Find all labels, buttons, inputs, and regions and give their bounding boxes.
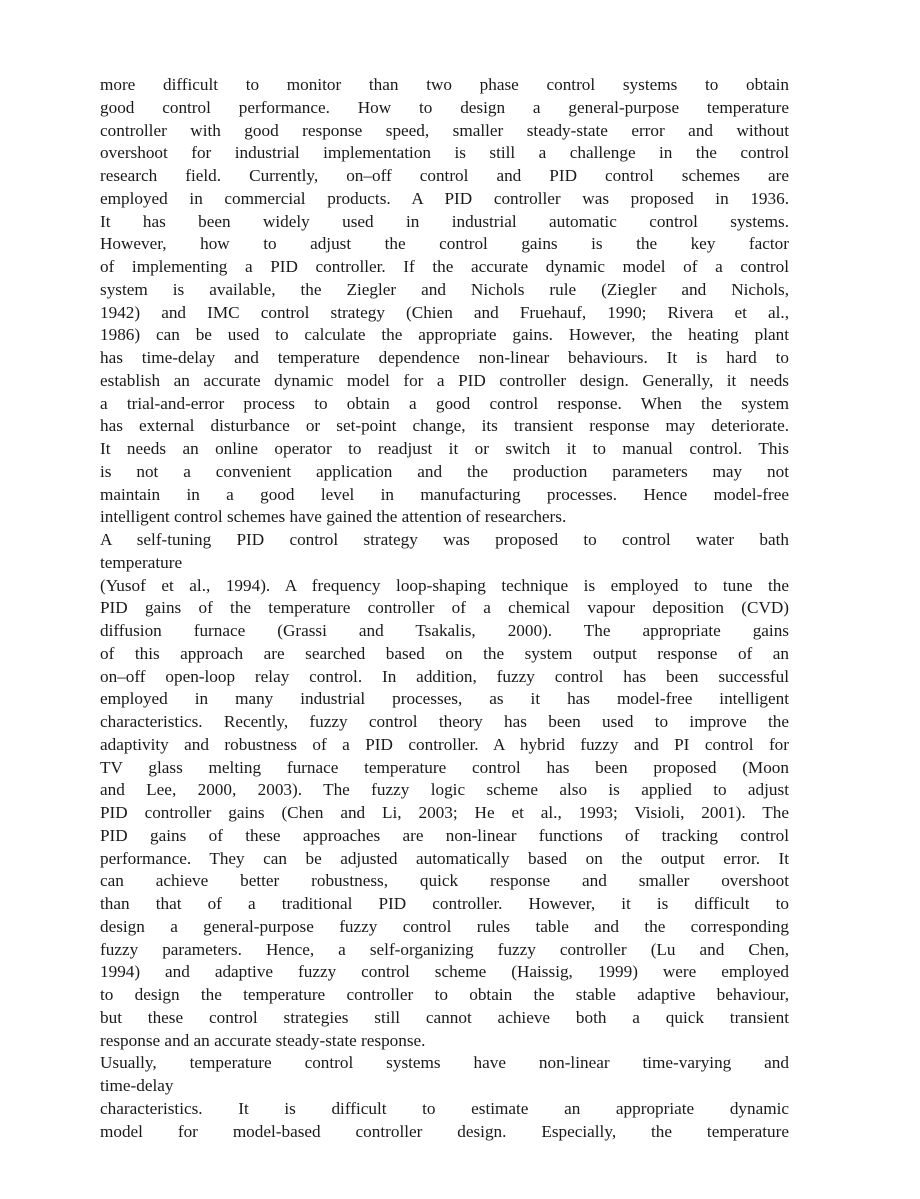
text-line: However, how to adjust the control gains is the key factor [100,234,789,254]
text-line: good control performance. How to design a general-purpose temperature [100,97,789,117]
text-line: 1942) and IMC control strategy (Chien and Fruehauf, 1990; Rivera et al., [100,302,789,322]
text-line: fuzzy parameters. Hence, a self-organizing fuzzy controller (Lu and Chen, [100,939,789,959]
text-line: can achieve better robustness, quick response and smaller overshoot [100,871,789,891]
text-line: time-delay [100,1076,174,1095]
text-line: (Yusof et al., 1994). A frequency loop-shaping technique is employed to tune the [100,575,789,595]
text-line: has time-delay and temperature dependence non-linear behaviours. It is hard to [100,348,789,367]
text-line: on–off open-loop relay control. In addition, fuzzy control has been successful [100,666,789,686]
text-line: adaptivity and robustness of a PID controller. A hybrid fuzzy and PI control for [100,734,789,754]
text-line: employed in commercial products. A PID controller was proposed in 1936. [100,188,789,208]
text-line: It needs an online operator to readjust it or switch it to manual control. This [100,439,789,458]
text-line: PID controller gains (Chen and Li, 2003; He et al., 1993; Visioli, 2001). The [100,803,789,822]
text-line: 1994) and adaptive fuzzy control scheme (Haissig, 1999) were employed [100,962,789,982]
text-line: establish an accurate dynamic model for a PID controller design. Generally, it needs [100,370,789,390]
text-line: TV glass melting furnace temperature control has been proposed (Moon [100,757,789,777]
text-line: employed in many industrial processes, as it has model-free intelligent [100,689,789,709]
text-line: PID gains of these approaches are non-linear functions of tracking control [100,825,789,845]
text-line: more difficult to monitor than two phase control systems to obtain [100,75,789,94]
text-line: characteristics. Recently, fuzzy control theory has been used to improve the [100,712,789,731]
text-line: controller with good response speed, smaller steady-state error and without [100,120,789,140]
text-line: system is available, the Ziegler and Nichols rule (Ziegler and Nichols, [100,279,789,299]
text-line: intelligent control schemes have gained the attention of researchers. [100,507,567,527]
text-line: PID gains of the temperature controller of a chemical vapour deposition (CVD) [100,598,789,618]
text-line: research field. Currently, on–off control and PID control schemes are [100,166,789,185]
text-line: performance. They can be adjusted automatically based on the output error. It [100,848,789,868]
text-line: 1986) can be used to calculate the appropriate gains. However, the heating plant [100,325,789,345]
text-line: Usually, temperature control systems have non-linear time-varying and [100,1053,789,1073]
text-line: of this approach are searched based on the system output response of an [100,643,789,663]
text-line: than that of a traditional PID controller. However, it is difficult to [100,894,789,913]
document-body [100,74,789,1143]
text-line: and Lee, 2000, 2003). The fuzzy logic scheme also is applied to adjust [100,780,789,800]
text-line: It has been widely used in industrial automatic control systems. [100,211,789,231]
text-line: is not a convenient application and the production parameters may not [100,461,789,481]
text-line: model for model-based controller design. Especially, the temperature [100,1121,789,1141]
text-line: a trial-and-error process to obtain a good control response. When the system [100,393,789,413]
text-line: overshoot for industrial implementation is still a challenge in the control [100,143,789,163]
text-line: design a general-purpose fuzzy control rules table and the corresponding [100,916,789,936]
text-line: response and an accurate steady-state response. [100,1030,426,1050]
text-line: diffusion furnace (Grassi and Tsakalis, 2000). The appropriate gains [100,621,789,640]
text-line: maintain in a good level in manufacturing processes. Hence model-free [100,484,789,504]
text-line: temperature [100,552,183,572]
text-line: of implementing a PID controller. If the accurate dynamic model of a control [100,257,789,276]
text-line: characteristics. It is difficult to estimate an appropriate dynamic [100,1098,789,1118]
text-line: has external disturbance or set-point change, its transient response may deteriorate. [100,416,789,436]
text-line: A self-tuning PID control strategy was proposed to control water bath [100,530,789,549]
text-line: to design the temperature controller to obtain the stable adaptive behaviour, [100,985,789,1004]
text-line: but these control strategies still cannot achieve both a quick transient [100,1007,789,1027]
